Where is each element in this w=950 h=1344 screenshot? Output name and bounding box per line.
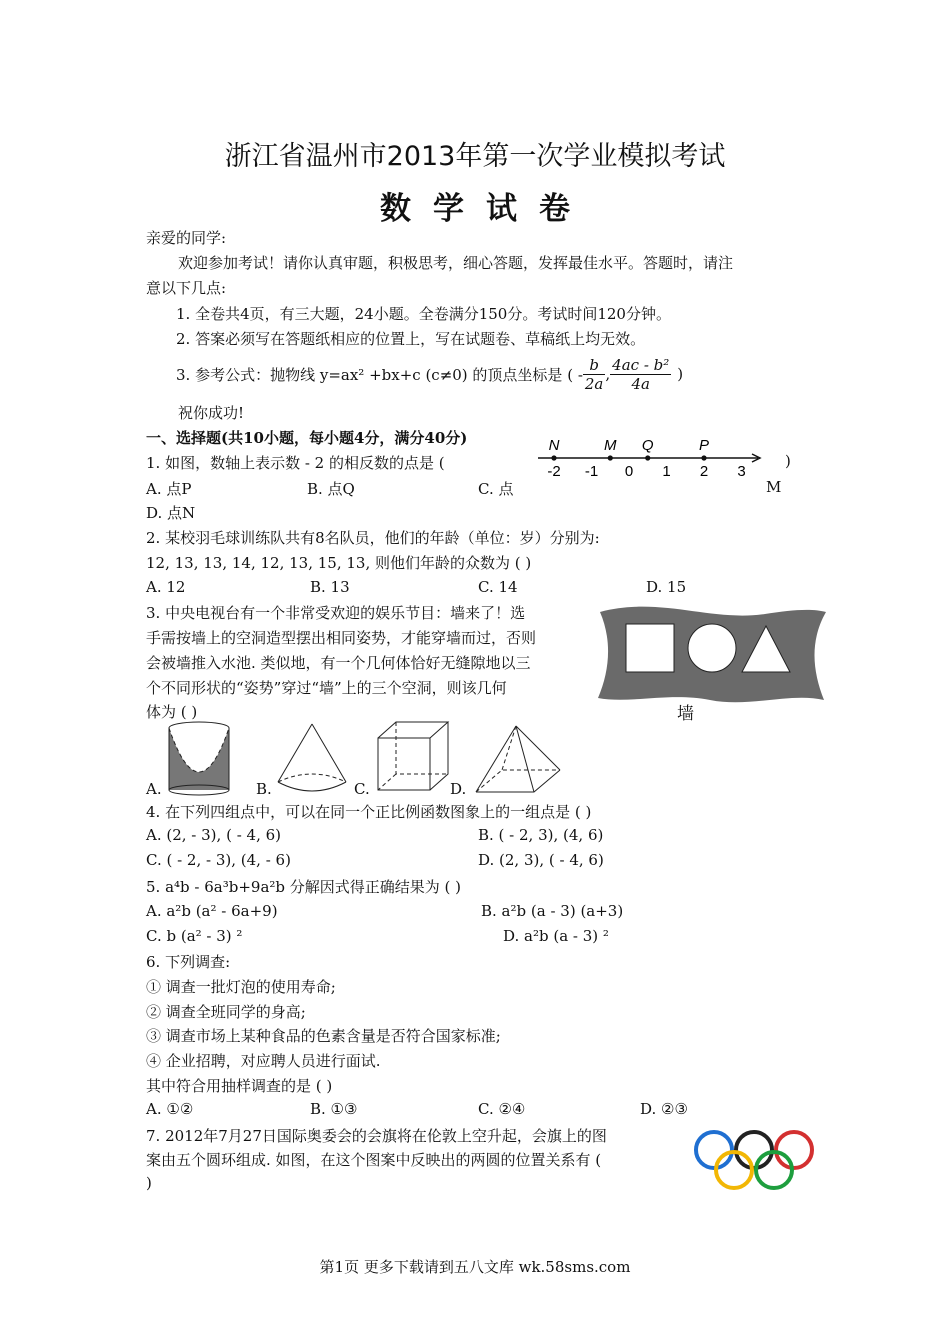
cone-sides: [278, 724, 346, 782]
q4-option-c: C. ( - 2, - 3), (4, - 6): [146, 851, 291, 869]
q1-close: ): [785, 452, 791, 470]
axis-point-label: N: [548, 437, 560, 454]
wall-figure: [590, 600, 832, 720]
wall-label: 墙: [677, 704, 694, 724]
q1-option-c-tail: M: [766, 478, 782, 496]
cube-hidden-edges: [396, 722, 448, 774]
q1-stem: 1. 如图，数轴上表示数 - 2 的相反数的点是 (: [146, 454, 445, 472]
axis-point-label: P: [698, 437, 710, 454]
axis-tick-label: -1: [584, 463, 599, 480]
cube-hidden-edge: [378, 774, 396, 790]
vertex-x-fraction: [583, 356, 606, 393]
axis-point: [608, 455, 613, 460]
cube-top: [378, 722, 448, 738]
q6-item-3: ③ 调查市场上某种食品的色素含量是否符合国家标准;: [146, 1027, 501, 1045]
axis-tick-label: -2: [547, 463, 561, 480]
intro-line-2: 意以下几点:: [146, 279, 227, 297]
q1-option-b: B. 点Q: [307, 480, 355, 498]
q7-line-3: ): [146, 1174, 152, 1192]
q2-stem: 2. 某校羽毛球训练队共有8名队员，他们的年龄（单位：岁）分别为:: [146, 529, 600, 547]
square-hole: [626, 624, 674, 672]
q5-option-d: D. a²b (a - 3) ²: [503, 927, 609, 945]
comma: ,: [605, 365, 611, 383]
cube-solid: [372, 718, 452, 796]
q7-line-2: 案由五个圆环组成. 如图，在这个图案中反映出的两圆的位置关系有 (: [146, 1151, 602, 1169]
q3-option-b: B.: [256, 780, 272, 798]
q1-option-a: A. 点P: [146, 480, 192, 498]
pyramid-edge: [476, 726, 516, 792]
cube-side: [430, 722, 448, 790]
q4-stem: 4. 在下列四组点中，可以在同一个正比例函数图象上的一组点是 ( ): [146, 803, 592, 821]
cylinder-with-cone-solid: [163, 720, 235, 796]
q1-option-d: D. 点N: [146, 504, 196, 522]
q6-item-1: ① 调查一批灯泡的使用寿命;: [146, 978, 336, 996]
q3-line-3: 会被墙推入水池. 类似地，有一个几何体恰好无缝隙地以三: [146, 654, 531, 672]
greeting: 亲爱的同学:: [146, 229, 227, 247]
pyramid-edge: [516, 726, 560, 770]
q4-option-b: B. ( - 2, 3), (4, 6): [478, 826, 604, 844]
q2-data: 12, 13, 13, 14, 12, 13, 15, 13, 则他们年龄的众数为 ( ): [146, 554, 532, 572]
close-paren: ): [677, 365, 684, 383]
vertex-y-fraction: [610, 356, 671, 393]
note-2: 2. 答案必须写在答题纸相应的位置上，写在试题卷、草稿纸上均无效。: [176, 330, 646, 348]
q2-option-b: B. 13: [310, 578, 350, 596]
blue-ring: [696, 1132, 732, 1168]
q3-line-4: 个不同形状的“姿势”穿过“墙”上的三个空洞，则该几何: [146, 679, 507, 697]
q3-option-a: A.: [146, 780, 162, 798]
q5-stem: 5. a⁴b - 6a³b+9a²b 分解因式得正确结果为 ( ): [146, 878, 462, 896]
fraction-denominator: 4a: [631, 374, 650, 393]
olympic-rings-figure: [690, 1128, 820, 1194]
black-ring: [736, 1132, 772, 1168]
axis-point: [551, 455, 556, 460]
q3-line-1: 3. 中央电视台有一个非常受欢迎的娱乐节目：墙来了！选: [146, 604, 526, 622]
q1-option-c: C. 点: [478, 480, 514, 498]
axis-point-label: M: [604, 437, 617, 454]
axis-tick-label: 2: [699, 463, 709, 480]
q6-item-4: ④ 企业招聘，对应聘人员进行面试.: [146, 1052, 381, 1070]
green-ring: [756, 1152, 792, 1188]
section-heading: 一、选择题(共10小题，每小题4分，满分40分): [146, 429, 468, 447]
q3-line-2: 手需按墙上的空洞造型摆出相同姿势，才能穿墙而过，否则: [146, 629, 537, 647]
axis-point: [701, 455, 706, 460]
page-title: 浙江省温州市2013年第一次学业模拟考试: [224, 141, 726, 172]
q6-item-2: ② 调查全班同学的身高;: [146, 1003, 306, 1021]
q6-option-b: B. ①③: [310, 1100, 358, 1118]
red-ring: [776, 1132, 812, 1168]
page-footer: 第1页 更多下载请到五八文库 wk.58sms.com: [319, 1258, 631, 1276]
q6-option-c: C. ②④: [478, 1100, 526, 1118]
circle-hole: [688, 624, 736, 672]
q6-option-d: D. ②③: [640, 1100, 688, 1118]
q5-option-b: B. a²b (a - 3) (a+3): [481, 902, 624, 920]
note-3: [176, 354, 683, 394]
note-1: 1. 全卷共4页，有三大题，24小题。全卷满分150分。考试时间120分钟。: [176, 305, 671, 323]
yellow-ring: [716, 1152, 752, 1188]
q5-option-c: C. b (a² - 3) ²: [146, 927, 243, 945]
q3-line-5: 体为 ( ): [146, 703, 198, 721]
q4-option-a: A. (2, - 3), ( - 4, 6): [146, 826, 281, 844]
q4-option-d: D. (2, 3), ( - 4, 6): [478, 851, 604, 869]
cube-front: [378, 738, 430, 790]
intro-line-1: 欢迎参加考试！请你认真审题，积极思考，细心答题，发挥最佳水平。答题时，请注: [178, 254, 734, 272]
fraction-numerator: 4ac - b²: [612, 355, 670, 374]
q2-option-c: C. 14: [478, 578, 518, 596]
q5-option-a: A. a²b (a² - 6a+9): [146, 902, 278, 920]
q3-option-d: D.: [450, 780, 467, 798]
axis-point-label: Q: [641, 437, 654, 454]
q2-option-a: A. 12: [146, 578, 186, 596]
q6-option-a: A. ①②: [146, 1100, 194, 1118]
fraction-denominator: 2a: [584, 374, 604, 393]
axis-tick-label: 0: [624, 463, 634, 480]
q6-question: 其中符合用抽样调查的是 ( ): [146, 1077, 333, 1095]
q3-option-c: C.: [354, 780, 370, 798]
q2-option-d: D. 15: [646, 578, 687, 596]
q7-line-1: 7. 2012年7月27日国际奥委会的会旗将在伦敦上空升起，会旗上的图: [146, 1127, 607, 1145]
fraction-numerator: b: [583, 356, 606, 375]
pyramid-solid: [468, 722, 566, 796]
cone-base-front: [278, 782, 346, 791]
pyramid-hidden-edge: [502, 726, 516, 770]
cone-base-back: [278, 774, 346, 782]
number-line-figure: [530, 432, 770, 480]
note-3-text: 3. 参考公式：抛物线 y=ax² +bx+c (c≠0) 的顶点坐标是 ( -: [176, 365, 583, 384]
pyramid-edge: [516, 726, 534, 792]
axis-tick-label: 1: [662, 463, 671, 480]
page-subtitle: 数学试卷: [380, 191, 592, 227]
cone-solid: [272, 720, 352, 796]
wish: 祝你成功!: [178, 404, 245, 422]
axis-tick-label: 3: [737, 463, 746, 480]
q6-stem: 6. 下列调查:: [146, 953, 231, 971]
axis-point: [645, 455, 650, 460]
